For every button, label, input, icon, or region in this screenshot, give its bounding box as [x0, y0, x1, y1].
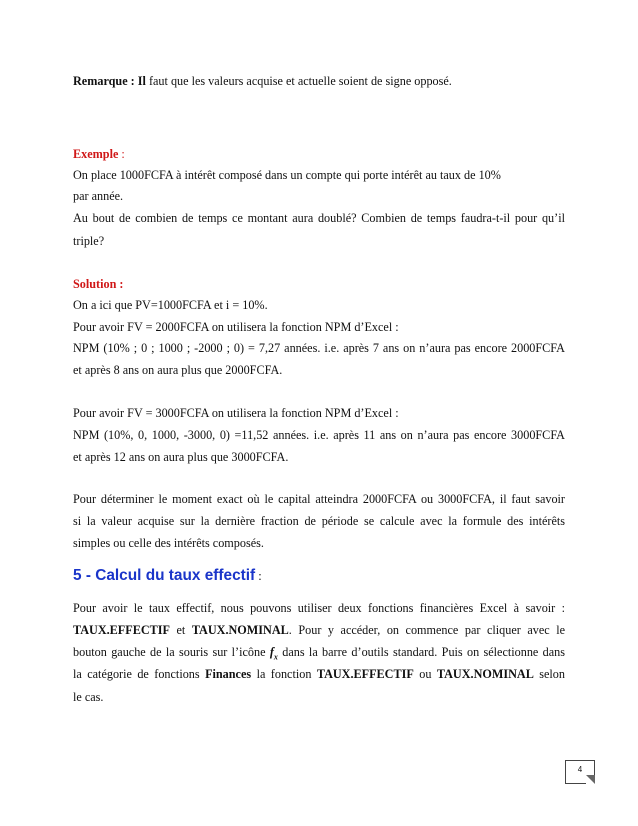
section-line-4-text-1: la catégorie de fonctions — [73, 667, 206, 681]
solution-line-1: On a ici que PV=1000FCFA et i = 10%. — [73, 298, 268, 312]
section-line-3-text-2: dans la barre d’outils standard. Puis on sélectionne dans — [277, 645, 566, 659]
section-line-2 — [73, 622, 565, 638]
section-title: 5 - Calcul du taux effectif — [73, 567, 256, 584]
remark-line — [73, 73, 565, 89]
taux-nominal-term-2: TAUX.NOMINAL — [436, 667, 534, 681]
section-line-5: le cas. — [73, 690, 104, 704]
solution-line-10: simples ou celle des intérêts composés. — [73, 536, 264, 550]
taux-effectif-term: TAUX.EFFECTIF — [73, 623, 170, 637]
section-line-2-text-2: . Pour y accéder, on commence par cliquer avec le — [288, 623, 565, 637]
fx-letter: f — [269, 645, 274, 659]
section-line-2-text-1: et — [169, 623, 192, 637]
section-heading — [73, 567, 262, 585]
solution-line-3: NPM (10% ; 0 ; 1000 ; -2000 ; 0) = 7,27 années. i.e. après 7 ans on n’aura pas encore 2000FCFA — [73, 341, 565, 355]
taux-effectif-term-2: TAUX.EFFECTIF — [316, 667, 414, 681]
section-line-1: Pour avoir le taux effectif, nous pouvons utiliser deux fonctions financières Excel à savoir : — [73, 601, 565, 615]
remark-bold-word: Il — [137, 74, 146, 88]
solution-line-7: et après 12 ans on aura plus que 3000FCFA. — [73, 450, 289, 464]
finances-term: Finances — [205, 667, 252, 681]
example-colon: : — [118, 147, 125, 161]
example-line-3: Au bout de combien de temps ce montant aura doublé? Combien de temps faudra-t-il pour qu’il — [73, 211, 565, 225]
remark-text: faut que les valeurs acquise et actuelle soient de signe opposé. — [145, 74, 452, 88]
example-label: Exemple — [73, 147, 119, 161]
section-line-4-text-4: selon — [533, 667, 565, 681]
example-line-4: triple? — [73, 234, 105, 248]
section-line-4-text-2: la fonction — [251, 667, 317, 681]
page-number: 4 — [577, 765, 583, 774]
fx-icon — [269, 645, 278, 662]
solution-line-8: Pour déterminer le moment exact où le capital atteindra 2000FCFA ou 3000FCFA, il faut savoir — [73, 492, 565, 506]
solution-heading — [73, 276, 565, 292]
fx-subscript: x — [273, 652, 278, 662]
section-line-3 — [73, 644, 565, 665]
solution-line-6: NPM (10%, 0, 1000, -3000, 0) =11,52 années. i.e. après 11 ans on n’aura pas encore 3000FCFA — [73, 428, 565, 442]
example-heading — [73, 146, 565, 162]
solution-line-9: si la valeur acquise sur la dernière fraction de période se calcule avec la formule des intérêts — [73, 514, 565, 528]
section-line-4 — [73, 666, 565, 682]
solution-line-4: et après 8 ans on aura plus que 2000FCFA. — [73, 363, 283, 377]
section-colon: : — [255, 569, 262, 583]
section-line-4-text-3: ou — [413, 667, 437, 681]
taux-nominal-term: TAUX.NOMINAL — [191, 623, 289, 637]
solution-label: Solution : — [73, 277, 124, 291]
example-line-1: On place 1000FCFA à intérêt composé dans un compte qui porte intérêt au taux de 10% — [73, 168, 501, 182]
solution-line-2: Pour avoir FV = 2000FCFA on utilisera la fonction NPM d’Excel : — [73, 320, 399, 334]
remark-label: Remarque : — [73, 74, 138, 88]
page-corner-fold-icon — [586, 775, 595, 784]
solution-line-5: Pour avoir FV = 3000FCFA on utilisera la fonction NPM d’Excel : — [73, 406, 399, 420]
example-line-2: par année. — [73, 189, 124, 203]
section-line-3-text-1: bouton gauche de la souris sur l’icône — [73, 645, 270, 659]
page-number-box — [565, 760, 595, 784]
